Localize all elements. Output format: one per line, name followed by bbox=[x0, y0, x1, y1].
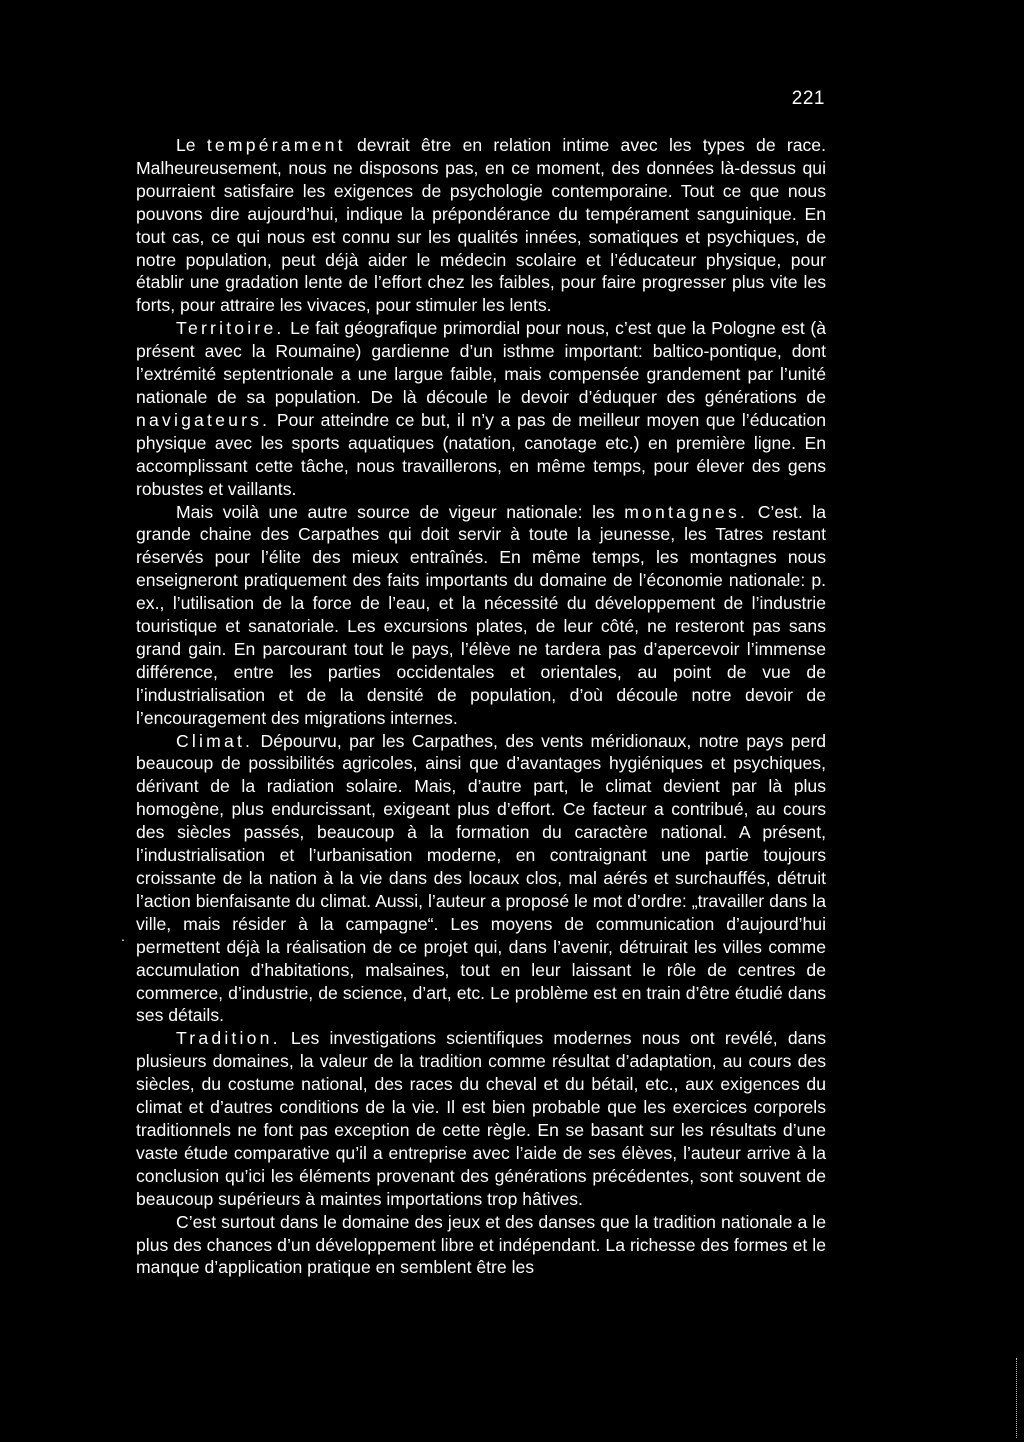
paragraph bbox=[136, 1027, 826, 1210]
spaced-keyword: Climat. bbox=[176, 730, 254, 751]
paragraph-text: Pour atteindre ce but, il n’y a pas de meilleur moyen que l’éducation physique avec les sports aquatiques (natation, canotage etc.) en première ligne. En accomplissant cette tâche, nous travaillerons, en même temps, pour élever des gens robustes et vaillants. bbox=[136, 409, 826, 499]
paragraph-text: C’est surtout dans le domaine des jeux et des danses que la tradition nationale a le plus des chances d’un développement libre et indépendant. La richesse des formes et le manque d’application pratique en semblent être les bbox=[136, 1211, 826, 1278]
margin-mark: . bbox=[121, 928, 125, 944]
spaced-keyword: Territoire. bbox=[176, 318, 285, 339]
paragraph bbox=[136, 134, 826, 317]
paragraph bbox=[136, 730, 826, 1028]
paragraph-text: Mais voilà une autre source de vigeur nationale: les bbox=[176, 501, 625, 522]
spaced-keyword: Tradition. bbox=[176, 1028, 281, 1049]
paragraph-text: devrait être en relation intime avec les types de race. Malheureusement, nous ne disposons pas, en ce moment, des données là-dessus qui pourraient satisfaire les exigences de psychologie contemporaine. Tout ce que nous pouvons dire aujourd’hui, indique la prépondérance du tempérament sanguinique. En tout cas, ce qui nous est connu sur les qualités innées, somatiques et psychiques, de notre population, peut déjà aider le médecin scolaire et l’éducateur physique, pour établir une gradation lente de l’effort chez les faibles, pour faire progresser plus vite les forts, pour attraire les vivaces, pour stimuler les lents. bbox=[136, 135, 826, 316]
spaced-keyword: navigateurs. bbox=[136, 409, 271, 430]
paragraph bbox=[136, 501, 826, 730]
paragraph bbox=[136, 317, 826, 500]
paragraph-text: C’est. la grande chaine des Carpathes qui doit servir à toute la jeunesse, les Tatres restant réservés pour l’élite des mieux entraînés. En même temps, les montagnes nous enseigneront pratiquement des faits importants du domaine de l’économie nationale: p. ex., l’utilisation de la force de l’eau, et la nécessité du développement de l’industrie touristique et sanatoriale. Les excursions plates, de leur côté, ne resteront pas sans grand gain. En parcourant tout le pays, l’élève ne tardera pas d’apercevoir l’immense différence, entre les parties occidentales et orientales, au point de vue de l’industrialisation et de la densité de population, d’où découle notre devoir de l’encouragement des migrations internes. bbox=[136, 501, 826, 728]
paragraph-text: Le fait géografique primordial pour nous, c’est que la Pologne est (à présent avec la Roumaine) gardienne d’un isthme important: baltico-pontique, dont l’extrémité septentrionale a une largue faible, mais compensée grandement par l’unité nationale de sa population. De là découle le devoir d’éduquer des générations de bbox=[136, 318, 826, 407]
spaced-keyword: montagnes. bbox=[624, 501, 749, 522]
paragraph bbox=[136, 1211, 826, 1280]
body-text bbox=[136, 134, 826, 1279]
paragraph-text: Dépourvu, par les Carpathes, des vents méridionaux, notre pays perd beaucoup de possibilités agricoles, ainsi que d’avantages hygiéniques et psychiques, dérivant de la radiation solaire. Mais, d’autre part, le climat devient par là plus homogène, plus endurcissant, exigeant plus d’effort. Ce facteur a contribué, au cours des siècles passés, beaucoup à la formation du caractère national. A présent, l’industrialisation et l’urbanisation moderne, en contraignant une partie toujours croissante de la nation à la vie dans des locaux clos, mal aérés et surchauffés, détruit l’action bienfaisante du climat. Aussi, l’auteur a proposé le mot d’ordre: „travailler dans la ville, mais résider à la campagne“. Les moyens de communication d’aujourd’hui permettent déjà la réalisation de ce projet qui, dans l’avenir, détruirait les villes comme accumulation d’habitations, malsaines, tout en leur laissant le rôle de centres de commerce, d’industrie, de science, d’art, etc. Le problème est en train d’être étudié dans ses détails. bbox=[136, 730, 826, 1026]
page-number: 221 bbox=[791, 88, 825, 109]
paragraph-text: Les investigations scientifiques modernes nous ont revélé, dans plusieurs domaines, la valeur de la tradition comme résultat d’adaptation, au cours des siècles, du costume national, des races du cheval et du bétail, etc., aux exigences du climat et d’autres conditions de la vie. Il est bien probable que les exercices corporels traditionnels ne font pas exception de cette règle. En se basant sur les résultats d’une vaste étude comparative qu’il a entreprise avec l’aide de ses élèves, l’auteur arrive à la conclusion qu’ici les éléments provenant des générations précédentes, sont souvent de beaucoup supérieurs à maintes importations trop hâtives. bbox=[136, 1028, 826, 1209]
edge-scan-marks bbox=[1016, 1358, 1019, 1438]
spaced-keyword: tempérament bbox=[206, 135, 346, 155]
paragraph-text: Le bbox=[176, 135, 207, 155]
